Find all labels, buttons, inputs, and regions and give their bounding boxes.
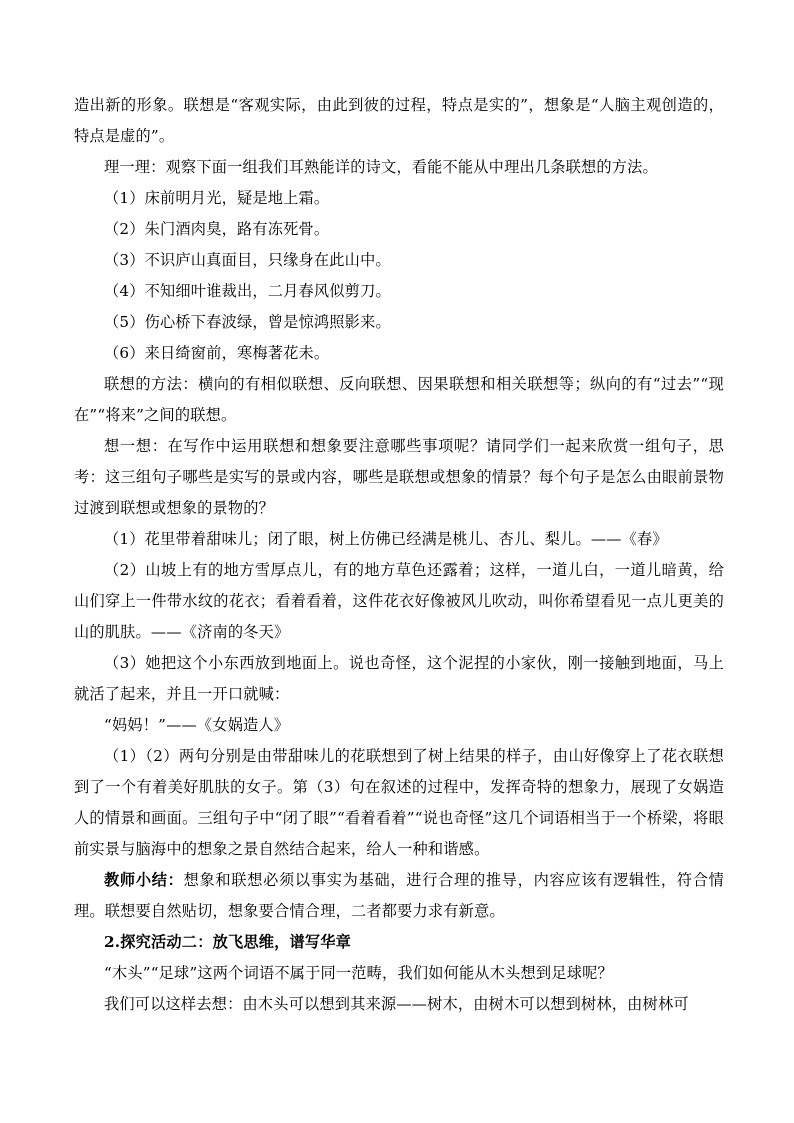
sentence-example-2: （2）山坡上有的地方雪厚点儿，有的地方草色还露着；这样，一道儿白，一道儿暗黄，给山们穿上一件带水纹的花衣；看着看着，这件花衣好像被风儿吹动，叫你希望看见一点儿更美的山的肌肤。——《济南的冬天》 (74, 561, 724, 641)
paragraph-teacher-summary (74, 865, 724, 927)
poem-line-5: （5）伤心桥下春波绿，曾是惊鸿照影来。 (104, 313, 391, 331)
poem-line-4: （4）不知细叶谁裁出，二月春风似剪刀。 (104, 282, 391, 300)
poem-line-1: （1）床前明月光，疑是地上霜。 (104, 189, 330, 207)
document-body (74, 90, 724, 1020)
paragraph-thinking-chain: 我们可以这样去想：由木头可以想到其来源——树木，由树木可以想到树林，由树林可 (104, 995, 689, 1013)
paragraph-organize: 理一理：观察下面一组我们耳熟能详的诗文，看能不能从中理出几条联想的方法。 (104, 158, 658, 176)
teacher-summary-label: 教师小结： (104, 871, 184, 889)
section-heading-activity-2: 2.探究活动二：放飞思维，谱写华章 (104, 933, 352, 951)
teacher-summary-text: 想象和联想必须以事实为基础，进行合理的推导，内容应该有逻辑性，符合情理。联想要自然贴切，想象要合情合理，二者都要力求有新意。 (74, 871, 724, 920)
paragraph-analysis: （1）（2）两句分别是由带甜味儿的花联想到了树上结果的样子，由山好像穿上了花衣联想到了一个有着美好肌肤的女子。第（3）句在叙述的过程中，发挥奇特的想象力，展现了女娲造人的情景和画面。三组句子中“闭了眼”“看着看着”“说也奇怪”这几个词语相当于一个桥梁，将眼前实景与脑海中的想象之景自然结合起来，给人一种和谐感。 (74, 747, 724, 858)
sentence-example-1: （1）花里带着甜味儿；闭了眼，树上仿佛已经满是桃儿、杏儿、梨儿。——《春》 (104, 530, 668, 548)
paragraph-think: 想一想：在写作中运用联想和想象要注意哪些事项呢？请同学们一起来欣赏一组句子，思考：这三组句子哪些是实写的景或内容，哪些是联想或想象的情景？每个句子是怎么由眼前景物过渡到联想或想象的景物的？ (74, 437, 724, 517)
paragraph-wood-football: “木头”“足球”这两个词语不属于同一范畴，我们如何能从木头想到足球呢？ (104, 964, 613, 982)
paragraph-continued: 造出新的形象。联想是“客观实际，由此到彼的过程，特点是实的”，想象是“人脑主观创造的，特点是虚的”。 (74, 96, 724, 145)
poem-line-3: （3）不识庐山真面目，只缘身在此山中。 (104, 251, 391, 269)
sentence-example-3: （3）她把这个小东西放到地面上。说也奇怪，这个泥捏的小家伙，刚一接触到地面，马上就活了起来，并且一开口就喊： (74, 654, 724, 703)
sentence-example-3-quote: “妈妈！”——《女娲造人》 (104, 716, 290, 734)
poem-line-6: （6）来日绮窗前，寒梅著花未。 (104, 344, 330, 362)
poem-line-2: （2）朱门酒肉臭，路有冻死骨。 (104, 220, 330, 238)
paragraph-association-methods: 联想的方法：横向的有相似联想、反向联想、因果联想和相关联想等；纵向的有“过去”“现在”“将来”之间的联想。 (74, 375, 724, 424)
